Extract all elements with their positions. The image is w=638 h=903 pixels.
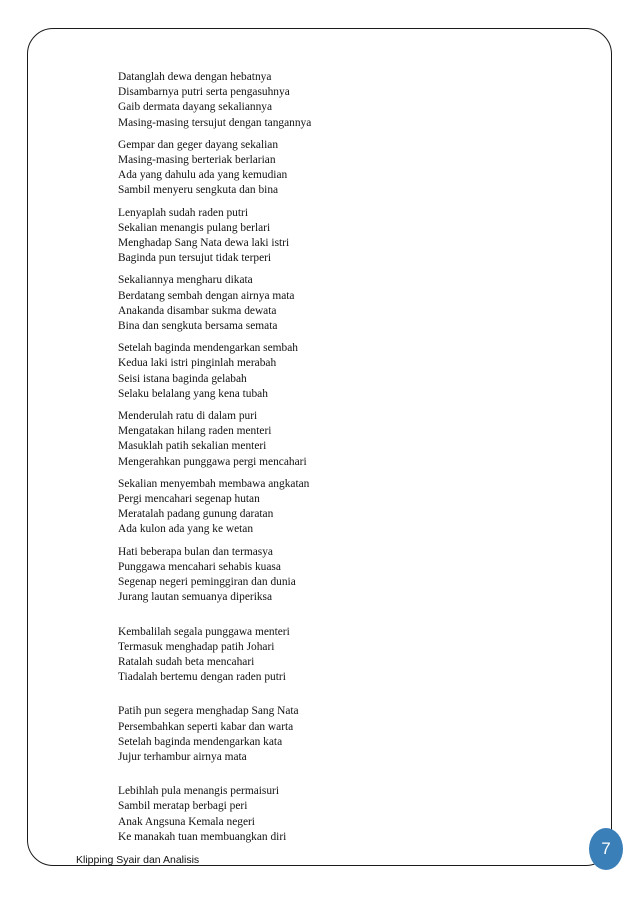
poem-line: Jurang lautan semuanya diperiksa — [118, 591, 273, 604]
poem-line: Ratalah sudah beta mencahari — [118, 655, 255, 668]
stanza-3 — [118, 206, 538, 267]
poem-line: Ada kulon ada yang ke wetan — [118, 523, 254, 536]
poem-line: Kembalilah segala punggawa menteri — [118, 625, 290, 638]
poem-line: Anakanda disambar sukma dewata — [118, 304, 277, 317]
poem-line: Sambil meratap berbagi peri — [118, 800, 248, 813]
poem-line: Sambil menyeru sengkuta dan bina — [118, 184, 279, 197]
poem-line: Persembahkan seperti kabar dan warta — [118, 720, 294, 733]
poem-line: Anak Angsuna Kemala negeri — [118, 815, 255, 828]
poem-line: Segenap negeri peminggiran dan dunia — [118, 576, 296, 589]
stanza-11 — [118, 784, 538, 845]
poem-line: Sekalian menyembah membawa angkatan — [118, 477, 310, 490]
footer-title: Klipping Syair dan Analisis — [76, 854, 200, 866]
poem-line: Lebihlah pula menangis permaisuri — [118, 785, 280, 798]
poem-line: Kedua laki istri pinginlah merabah — [118, 357, 277, 370]
poem-line: Gaib dermata dayang sekaliannya — [118, 101, 273, 114]
poem-line: Menderulah ratu di dalam puri — [118, 410, 258, 423]
stanza-1 — [118, 70, 538, 131]
poem-line: Setelah baginda mendengarkan sembah — [118, 342, 298, 355]
poem-line: Disambarnya putri serta pengasuhnya — [118, 86, 290, 99]
poem-line: Jujur terhambur airnya mata — [118, 750, 247, 763]
stanza-10 — [118, 704, 538, 765]
poem-line: Mengerahkan punggawa pergi mencahari — [118, 455, 307, 468]
poem-line: Tiadalah bertemu dengan raden putri — [118, 671, 286, 684]
poem-line: Patih pun segera menghadap Sang Nata — [118, 705, 299, 718]
stanza-5 — [118, 341, 538, 402]
stanza-6 — [118, 409, 538, 470]
poem-line: Datanglah dewa dengan hebatnya — [118, 71, 272, 83]
poem-line: Sekalian menangis pulang berlari — [118, 221, 271, 234]
page-number-badge: 7 — [589, 828, 623, 870]
poem-line: Punggawa mencahari sehabis kuasa — [118, 560, 281, 573]
poem-line: Pergi mencahari segenap hutan — [118, 493, 260, 506]
poem-line: Lenyaplah sudah raden putri — [118, 206, 248, 219]
poem-line: Ke manakah tuan membuangkan diri — [118, 830, 287, 843]
stanza-7 — [118, 477, 538, 538]
poem-line: Seisi istana baginda gelabah — [118, 372, 247, 385]
poem-line: Masing-masing berteriak berlarian — [118, 154, 276, 167]
poem-line: Selaku belalang yang kena tubah — [118, 387, 268, 400]
stanza-8 — [118, 545, 538, 606]
poem-line: Masing-masing tersujut dengan tangannya — [118, 116, 312, 129]
poem-line: Baginda pun tersujut tidak terperi — [118, 252, 272, 265]
poem-line: Berdatang sembah dengan airnya mata — [118, 289, 295, 302]
stanza-9 — [118, 625, 538, 686]
poem-line: Sekaliannya mengharu dikata — [118, 274, 253, 287]
poem-line: Masuklah patih sekalian menteri — [118, 440, 267, 453]
poem-line: Bina dan sengkuta bersama semata — [118, 320, 278, 333]
poem-line: Termasuk menghadap patih Johari — [118, 640, 275, 653]
poem-line: Hati beberapa bulan dan termasya — [118, 545, 273, 558]
poem-line: Menghadap Sang Nata dewa laki istri — [118, 237, 290, 250]
poem-line: Mengatakan hilang raden menteri — [118, 425, 272, 438]
stanza-2 — [118, 138, 538, 199]
poem-line: Gempar dan geger dayang sekalian — [118, 138, 279, 151]
stanza-4 — [118, 273, 538, 334]
poem-body — [118, 70, 538, 845]
poem-line: Ada yang dahulu ada yang kemudian — [118, 169, 288, 182]
poem-line: Setelah baginda mendengarkan kata — [118, 735, 283, 748]
poem-line: Meratalah padang gunung daratan — [118, 508, 274, 521]
